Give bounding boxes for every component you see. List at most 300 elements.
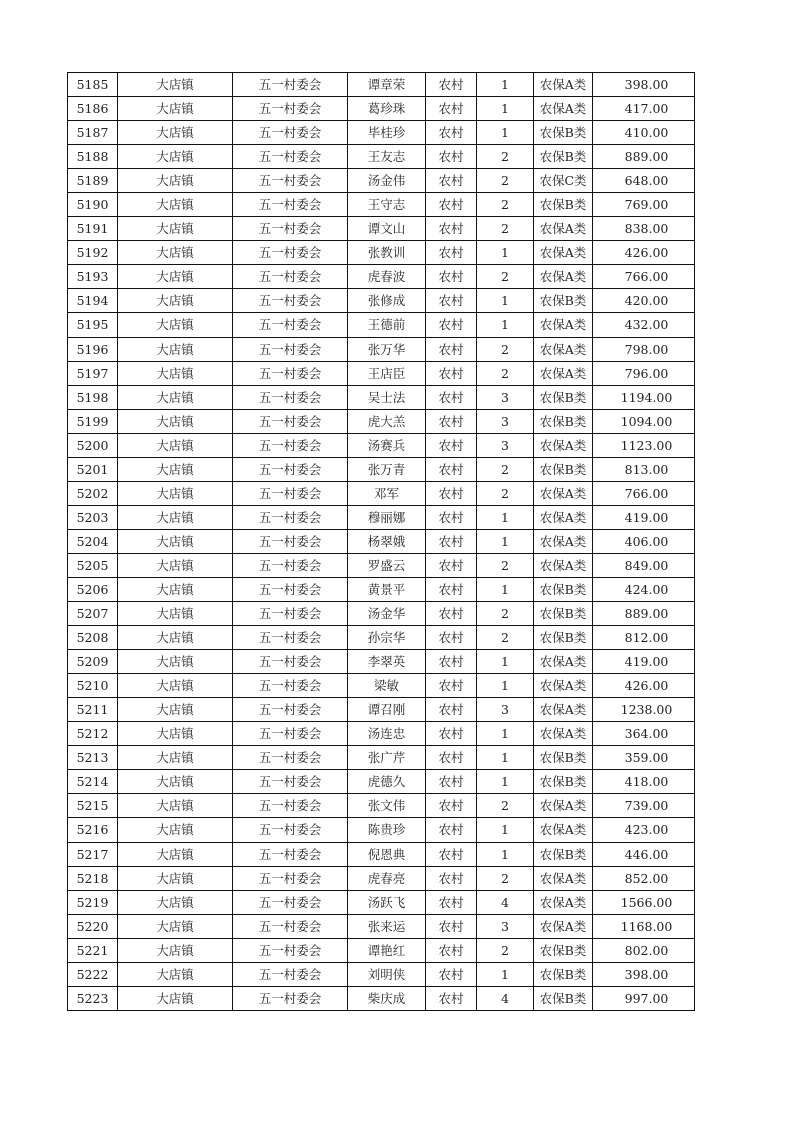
insurance-category-cell: 农保A类	[534, 890, 593, 914]
person-name-cell: 张教训	[348, 241, 426, 265]
insurance-category-cell: 农保B类	[534, 938, 593, 962]
table-row	[68, 505, 695, 529]
row-number-cell: 5218	[68, 866, 118, 890]
person-name-cell: 汤金华	[348, 602, 426, 626]
person-name-cell: 杨翠娥	[348, 529, 426, 553]
person-name-cell: 虎德久	[348, 770, 426, 794]
amount-cell: 1566.00	[593, 890, 695, 914]
village-committee-cell: 五一村委会	[233, 73, 348, 97]
amount-cell: 802.00	[593, 938, 695, 962]
village-committee-cell: 五一村委会	[233, 962, 348, 986]
town-cell: 大店镇	[118, 217, 233, 241]
village-committee-cell: 五一村委会	[233, 313, 348, 337]
table-row	[68, 217, 695, 241]
town-cell: 大店镇	[118, 169, 233, 193]
table-row	[68, 73, 695, 97]
household-type-cell: 农村	[426, 481, 477, 505]
amount-cell: 849.00	[593, 553, 695, 577]
village-committee-cell: 五一村委会	[233, 145, 348, 169]
amount-cell: 432.00	[593, 313, 695, 337]
household-size-cell: 1	[477, 97, 534, 121]
person-name-cell: 李翠英	[348, 650, 426, 674]
insurance-category-cell: 农保A类	[534, 73, 593, 97]
amount-cell: 838.00	[593, 217, 695, 241]
insurance-category-cell: 农保B类	[534, 986, 593, 1010]
row-number-cell: 5192	[68, 241, 118, 265]
household-size-cell: 2	[477, 794, 534, 818]
table-row	[68, 650, 695, 674]
household-type-cell: 农村	[426, 770, 477, 794]
insurance-category-cell: 农保A类	[534, 866, 593, 890]
amount-cell: 766.00	[593, 481, 695, 505]
village-committee-cell: 五一村委会	[233, 890, 348, 914]
town-cell: 大店镇	[118, 241, 233, 265]
town-cell: 大店镇	[118, 866, 233, 890]
household-type-cell: 农村	[426, 674, 477, 698]
insurance-category-cell: 农保B类	[534, 746, 593, 770]
town-cell: 大店镇	[118, 770, 233, 794]
household-type-cell: 农村	[426, 385, 477, 409]
town-cell: 大店镇	[118, 794, 233, 818]
household-size-cell: 3	[477, 914, 534, 938]
insurance-category-cell: 农保A类	[534, 650, 593, 674]
village-committee-cell: 五一村委会	[233, 361, 348, 385]
household-type-cell: 农村	[426, 842, 477, 866]
household-size-cell: 1	[477, 770, 534, 794]
household-size-cell: 2	[477, 938, 534, 962]
household-size-cell: 3	[477, 698, 534, 722]
household-type-cell: 农村	[426, 289, 477, 313]
person-name-cell: 汤连忠	[348, 722, 426, 746]
village-committee-cell: 五一村委会	[233, 746, 348, 770]
insurance-category-cell: 农保A类	[534, 553, 593, 577]
amount-cell: 1194.00	[593, 385, 695, 409]
insurance-category-cell: 农保A类	[534, 481, 593, 505]
person-name-cell: 柴庆成	[348, 986, 426, 1010]
row-number-cell: 5200	[68, 433, 118, 457]
person-name-cell: 汤跃飞	[348, 890, 426, 914]
insurance-category-cell: 农保A类	[534, 361, 593, 385]
village-committee-cell: 五一村委会	[233, 938, 348, 962]
amount-cell: 1238.00	[593, 698, 695, 722]
person-name-cell: 黄景平	[348, 577, 426, 601]
amount-cell: 424.00	[593, 577, 695, 601]
household-size-cell: 1	[477, 746, 534, 770]
town-cell: 大店镇	[118, 674, 233, 698]
amount-cell: 997.00	[593, 986, 695, 1010]
town-cell: 大店镇	[118, 73, 233, 97]
amount-cell: 769.00	[593, 193, 695, 217]
household-size-cell: 1	[477, 818, 534, 842]
insurance-category-cell: 农保C类	[534, 169, 593, 193]
row-number-cell: 5185	[68, 73, 118, 97]
row-number-cell: 5217	[68, 842, 118, 866]
town-cell: 大店镇	[118, 337, 233, 361]
row-number-cell: 5198	[68, 385, 118, 409]
household-type-cell: 农村	[426, 746, 477, 770]
amount-cell: 426.00	[593, 241, 695, 265]
village-committee-cell: 五一村委会	[233, 337, 348, 361]
row-number-cell: 5197	[68, 361, 118, 385]
household-type-cell: 农村	[426, 650, 477, 674]
town-cell: 大店镇	[118, 481, 233, 505]
insurance-category-cell: 农保B类	[534, 409, 593, 433]
household-size-cell: 1	[477, 241, 534, 265]
household-size-cell: 2	[477, 337, 534, 361]
village-committee-cell: 五一村委会	[233, 602, 348, 626]
amount-cell: 889.00	[593, 145, 695, 169]
amount-cell: 766.00	[593, 265, 695, 289]
household-type-cell: 农村	[426, 73, 477, 97]
table-row	[68, 866, 695, 890]
person-name-cell: 梁敏	[348, 674, 426, 698]
town-cell: 大店镇	[118, 97, 233, 121]
table-row	[68, 361, 695, 385]
row-number-cell: 5215	[68, 794, 118, 818]
insurance-category-cell: 农保B类	[534, 602, 593, 626]
row-number-cell: 5204	[68, 529, 118, 553]
household-size-cell: 1	[477, 962, 534, 986]
row-number-cell: 5220	[68, 914, 118, 938]
town-cell: 大店镇	[118, 890, 233, 914]
row-number-cell: 5188	[68, 145, 118, 169]
village-committee-cell: 五一村委会	[233, 217, 348, 241]
table-row	[68, 433, 695, 457]
person-name-cell: 王德前	[348, 313, 426, 337]
person-name-cell: 罗盛云	[348, 553, 426, 577]
table-row	[68, 553, 695, 577]
town-cell: 大店镇	[118, 457, 233, 481]
person-name-cell: 虎大羔	[348, 409, 426, 433]
town-cell: 大店镇	[118, 986, 233, 1010]
household-size-cell: 2	[477, 217, 534, 241]
table-row	[68, 986, 695, 1010]
amount-cell: 739.00	[593, 794, 695, 818]
amount-cell: 364.00	[593, 722, 695, 746]
row-number-cell: 5191	[68, 217, 118, 241]
village-committee-cell: 五一村委会	[233, 193, 348, 217]
table-row	[68, 289, 695, 313]
household-type-cell: 农村	[426, 914, 477, 938]
row-number-cell: 5213	[68, 746, 118, 770]
table-row	[68, 529, 695, 553]
table-row	[68, 265, 695, 289]
table-row	[68, 313, 695, 337]
village-committee-cell: 五一村委会	[233, 409, 348, 433]
town-cell: 大店镇	[118, 746, 233, 770]
amount-cell: 813.00	[593, 457, 695, 481]
village-committee-cell: 五一村委会	[233, 505, 348, 529]
insurance-category-cell: 农保A类	[534, 265, 593, 289]
table-row	[68, 145, 695, 169]
village-committee-cell: 五一村委会	[233, 265, 348, 289]
row-number-cell: 5223	[68, 986, 118, 1010]
household-size-cell: 1	[477, 73, 534, 97]
household-size-cell: 1	[477, 289, 534, 313]
table-row	[68, 962, 695, 986]
insurance-category-cell: 农保B类	[534, 385, 593, 409]
town-cell: 大店镇	[118, 650, 233, 674]
amount-cell: 1094.00	[593, 409, 695, 433]
town-cell: 大店镇	[118, 121, 233, 145]
insurance-category-cell: 农保A类	[534, 433, 593, 457]
household-size-cell: 2	[477, 145, 534, 169]
village-committee-cell: 五一村委会	[233, 818, 348, 842]
amount-cell: 419.00	[593, 650, 695, 674]
village-committee-cell: 五一村委会	[233, 553, 348, 577]
amount-cell: 410.00	[593, 121, 695, 145]
table-row	[68, 890, 695, 914]
household-type-cell: 农村	[426, 409, 477, 433]
row-number-cell: 5186	[68, 97, 118, 121]
village-committee-cell: 五一村委会	[233, 770, 348, 794]
town-cell: 大店镇	[118, 914, 233, 938]
person-name-cell: 谭文山	[348, 217, 426, 241]
village-committee-cell: 五一村委会	[233, 698, 348, 722]
village-committee-cell: 五一村委会	[233, 457, 348, 481]
row-number-cell: 5194	[68, 289, 118, 313]
household-size-cell: 2	[477, 626, 534, 650]
amount-cell: 423.00	[593, 818, 695, 842]
household-type-cell: 农村	[426, 121, 477, 145]
household-size-cell: 1	[477, 529, 534, 553]
village-committee-cell: 五一村委会	[233, 121, 348, 145]
row-number-cell: 5193	[68, 265, 118, 289]
table-row	[68, 97, 695, 121]
insurance-category-cell: 农保B类	[534, 626, 593, 650]
amount-cell: 419.00	[593, 505, 695, 529]
table-row	[68, 722, 695, 746]
person-name-cell: 张来运	[348, 914, 426, 938]
household-size-cell: 2	[477, 553, 534, 577]
household-type-cell: 农村	[426, 313, 477, 337]
household-type-cell: 农村	[426, 890, 477, 914]
person-name-cell: 虎春亮	[348, 866, 426, 890]
table-row	[68, 626, 695, 650]
household-type-cell: 农村	[426, 145, 477, 169]
insurance-category-cell: 农保A类	[534, 337, 593, 361]
household-size-cell: 2	[477, 265, 534, 289]
insurance-category-cell: 农保B类	[534, 842, 593, 866]
insurance-category-cell: 农保A类	[534, 722, 593, 746]
table-row	[68, 409, 695, 433]
household-size-cell: 3	[477, 409, 534, 433]
insurance-category-cell: 农保B类	[534, 289, 593, 313]
person-name-cell: 刘明侠	[348, 962, 426, 986]
household-size-cell: 1	[477, 674, 534, 698]
row-number-cell: 5219	[68, 890, 118, 914]
household-type-cell: 农村	[426, 241, 477, 265]
table-row	[68, 674, 695, 698]
row-number-cell: 5207	[68, 602, 118, 626]
town-cell: 大店镇	[118, 602, 233, 626]
person-name-cell: 穆丽娜	[348, 505, 426, 529]
row-number-cell: 5221	[68, 938, 118, 962]
household-size-cell: 3	[477, 433, 534, 457]
household-type-cell: 农村	[426, 265, 477, 289]
household-size-cell: 1	[477, 121, 534, 145]
village-committee-cell: 五一村委会	[233, 674, 348, 698]
household-size-cell: 2	[477, 457, 534, 481]
household-size-cell: 1	[477, 313, 534, 337]
household-type-cell: 农村	[426, 97, 477, 121]
household-type-cell: 农村	[426, 818, 477, 842]
amount-cell: 852.00	[593, 866, 695, 890]
village-committee-cell: 五一村委会	[233, 626, 348, 650]
village-committee-cell: 五一村委会	[233, 577, 348, 601]
table-row	[68, 602, 695, 626]
town-cell: 大店镇	[118, 553, 233, 577]
town-cell: 大店镇	[118, 722, 233, 746]
insurance-category-cell: 农保B类	[534, 145, 593, 169]
person-name-cell: 汤赛兵	[348, 433, 426, 457]
household-type-cell: 农村	[426, 722, 477, 746]
town-cell: 大店镇	[118, 265, 233, 289]
town-cell: 大店镇	[118, 698, 233, 722]
household-type-cell: 农村	[426, 962, 477, 986]
person-name-cell: 张万青	[348, 457, 426, 481]
table-row	[68, 121, 695, 145]
household-type-cell: 农村	[426, 361, 477, 385]
village-committee-cell: 五一村委会	[233, 529, 348, 553]
household-size-cell: 2	[477, 169, 534, 193]
village-committee-cell: 五一村委会	[233, 481, 348, 505]
insurance-category-cell: 农保A类	[534, 914, 593, 938]
town-cell: 大店镇	[118, 529, 233, 553]
person-name-cell: 葛珍珠	[348, 97, 426, 121]
household-type-cell: 农村	[426, 169, 477, 193]
town-cell: 大店镇	[118, 361, 233, 385]
row-number-cell: 5212	[68, 722, 118, 746]
amount-cell: 420.00	[593, 289, 695, 313]
table-row	[68, 193, 695, 217]
amount-cell: 426.00	[593, 674, 695, 698]
table-row	[68, 842, 695, 866]
village-committee-cell: 五一村委会	[233, 722, 348, 746]
town-cell: 大店镇	[118, 842, 233, 866]
household-type-cell: 农村	[426, 337, 477, 361]
person-name-cell: 吴士法	[348, 385, 426, 409]
amount-cell: 418.00	[593, 770, 695, 794]
person-name-cell: 张万华	[348, 337, 426, 361]
insurance-category-cell: 农保A类	[534, 529, 593, 553]
household-type-cell: 农村	[426, 794, 477, 818]
household-type-cell: 农村	[426, 602, 477, 626]
town-cell: 大店镇	[118, 505, 233, 529]
village-committee-cell: 五一村委会	[233, 866, 348, 890]
table-row	[68, 241, 695, 265]
person-name-cell: 汤金伟	[348, 169, 426, 193]
table-row	[68, 337, 695, 361]
table-row	[68, 577, 695, 601]
person-name-cell: 王守志	[348, 193, 426, 217]
row-number-cell: 5202	[68, 481, 118, 505]
table-row	[68, 818, 695, 842]
table-row	[68, 938, 695, 962]
insurance-category-cell: 农保A类	[534, 97, 593, 121]
row-number-cell: 5199	[68, 409, 118, 433]
household-type-cell: 农村	[426, 553, 477, 577]
person-name-cell: 张文伟	[348, 794, 426, 818]
amount-cell: 1168.00	[593, 914, 695, 938]
town-cell: 大店镇	[118, 409, 233, 433]
row-number-cell: 5211	[68, 698, 118, 722]
insurance-category-cell: 农保A类	[534, 698, 593, 722]
person-name-cell: 谭章荣	[348, 73, 426, 97]
person-name-cell: 虎春波	[348, 265, 426, 289]
insurance-category-cell: 农保B类	[534, 193, 593, 217]
row-number-cell: 5214	[68, 770, 118, 794]
household-type-cell: 农村	[426, 433, 477, 457]
village-committee-cell: 五一村委会	[233, 241, 348, 265]
household-size-cell: 1	[477, 842, 534, 866]
amount-cell: 1123.00	[593, 433, 695, 457]
town-cell: 大店镇	[118, 938, 233, 962]
table-row	[68, 457, 695, 481]
person-name-cell: 倪恩典	[348, 842, 426, 866]
amount-cell: 398.00	[593, 73, 695, 97]
household-type-cell: 农村	[426, 193, 477, 217]
insurance-category-cell: 农保A类	[534, 794, 593, 818]
village-committee-cell: 五一村委会	[233, 289, 348, 313]
household-type-cell: 农村	[426, 938, 477, 962]
person-name-cell: 陈贵珍	[348, 818, 426, 842]
household-size-cell: 1	[477, 650, 534, 674]
row-number-cell: 5206	[68, 577, 118, 601]
person-name-cell: 毕桂珍	[348, 121, 426, 145]
insurance-category-cell: 农保B类	[534, 962, 593, 986]
row-number-cell: 5209	[68, 650, 118, 674]
amount-cell: 796.00	[593, 361, 695, 385]
household-type-cell: 农村	[426, 866, 477, 890]
household-size-cell: 2	[477, 602, 534, 626]
table-row	[68, 794, 695, 818]
household-size-cell: 2	[477, 361, 534, 385]
amount-cell: 398.00	[593, 962, 695, 986]
table-row	[68, 746, 695, 770]
benefit-table	[67, 72, 695, 1011]
insurance-category-cell: 农保B类	[534, 577, 593, 601]
table-row	[68, 169, 695, 193]
household-type-cell: 农村	[426, 698, 477, 722]
amount-cell: 889.00	[593, 602, 695, 626]
person-name-cell: 张广芹	[348, 746, 426, 770]
row-number-cell: 5222	[68, 962, 118, 986]
town-cell: 大店镇	[118, 313, 233, 337]
row-number-cell: 5189	[68, 169, 118, 193]
household-type-cell: 农村	[426, 217, 477, 241]
household-size-cell: 1	[477, 505, 534, 529]
table-body	[68, 73, 695, 1011]
row-number-cell: 5187	[68, 121, 118, 145]
town-cell: 大店镇	[118, 626, 233, 650]
person-name-cell: 谭召刚	[348, 698, 426, 722]
person-name-cell: 张修成	[348, 289, 426, 313]
table-row	[68, 385, 695, 409]
household-type-cell: 农村	[426, 626, 477, 650]
row-number-cell: 5205	[68, 553, 118, 577]
household-size-cell: 4	[477, 986, 534, 1010]
village-committee-cell: 五一村委会	[233, 169, 348, 193]
household-size-cell: 2	[477, 481, 534, 505]
town-cell: 大店镇	[118, 818, 233, 842]
row-number-cell: 5210	[68, 674, 118, 698]
amount-cell: 359.00	[593, 746, 695, 770]
insurance-category-cell: 农保B类	[534, 770, 593, 794]
village-committee-cell: 五一村委会	[233, 986, 348, 1010]
insurance-category-cell: 农保A类	[534, 674, 593, 698]
household-size-cell: 3	[477, 385, 534, 409]
